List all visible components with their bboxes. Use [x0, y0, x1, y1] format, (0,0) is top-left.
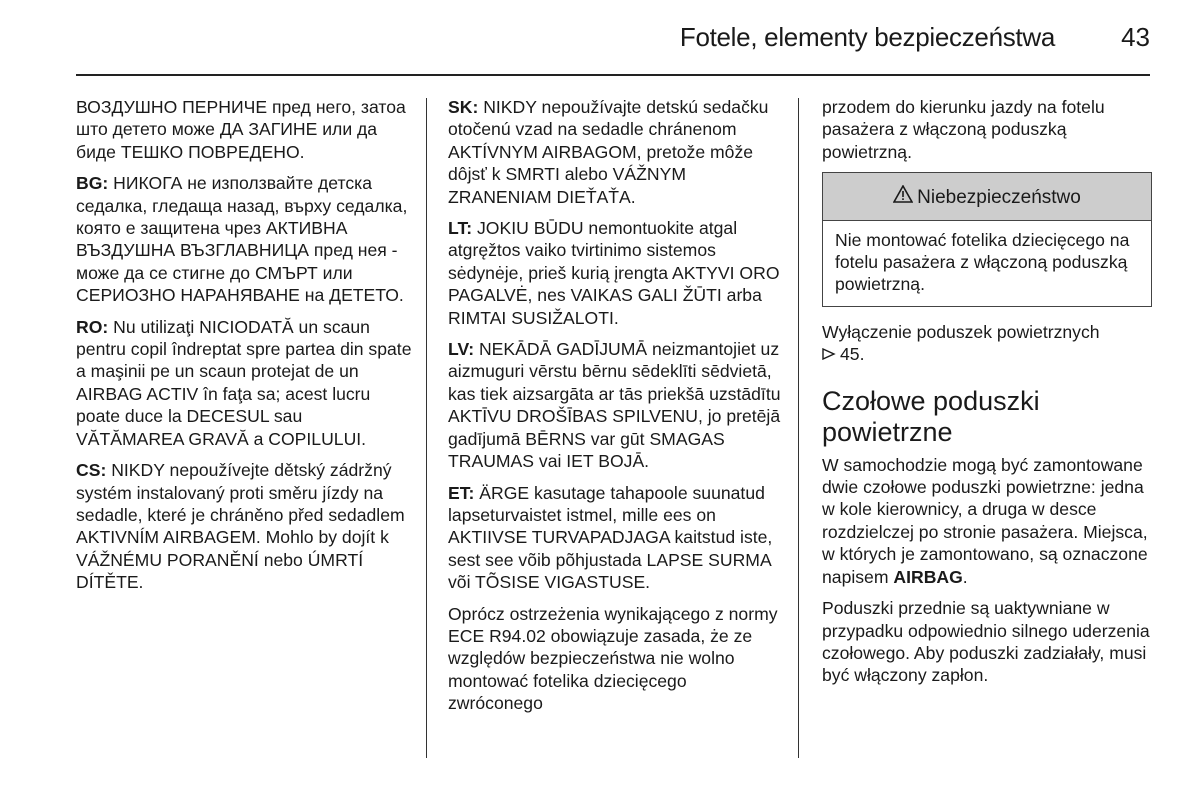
column-3 — [822, 96, 1152, 696]
paragraph-pl-continued: przodem do kierunku jazdy na fotelu pasażera z włączoną poduszką powietrzną. — [822, 97, 1105, 162]
paragraph-lv — [448, 338, 784, 472]
column-2 — [448, 96, 784, 724]
lang-label-lv: LV: — [448, 339, 475, 360]
paragraph-airbags — [822, 454, 1152, 588]
reference-text: Wyłączenie poduszek powietrznych — [822, 321, 1100, 342]
text-bg: НИКОГА не използвайте детска седалка, гледаща назад, върху седалка, която е защитена чрез АКТИВНА ВЪЗДУШНА ВЪЗГЛАВНИЦА пред нея - може да се стигне до СМЪРТ или СЕРИОЗНО НАРАНЯВАНЕ на ДЕТЕТО. — [76, 173, 408, 306]
lang-label-bg: BG: — [76, 173, 109, 194]
paragraph-cs — [76, 459, 412, 593]
page-title: Fotele, elementy bezpieczeństwa — [679, 22, 1055, 52]
paragraph-pl-norm: Oprócz ostrzeżenia wynikającego z normy ECE R94.02 obowiązuje zasada, że ze względów bezpieczeństwa nie wolno montować fotelika dziecięcego zwróconego — [448, 603, 778, 714]
paragraph-sk — [448, 96, 784, 208]
text-lt: JOKIU BŪDU nemontuokite atgal atgręžtos vaiko tvirtinimo sistemos sėdynėje, prieš kurią įrengta AKTYVI ORO PAGALVĖ, nes VAIKAS GALI ŽŪTI arba RIMTAI SUSIŽALOTI. — [448, 218, 780, 328]
airbags-text-end: . — [962, 566, 968, 587]
paragraph-activation: Poduszki przednie są uaktywniane w przypadku odpowiednio silnego uderzenia czołowego. Aby poduszki zadziałały, musi być włączony zapłon. — [822, 598, 1150, 686]
text-cs: NIKDY nepoužívejte dětský zádržný systém instalovaný proti směru jízdy na sedadle, které je chráněno před sedadlem AKTIVNÍM AIRBAGEM. Mohlo by dojít k VÁŽNÉMU PORANĚNÍ nebo ÚMRTÍ DÍTĚTE. — [76, 460, 405, 593]
section-heading: Czołowe poduszki powietrzne — [822, 385, 1040, 447]
airbag-label: AIRBAG — [893, 566, 963, 587]
warning-header — [823, 173, 1151, 220]
paragraph-lt — [448, 217, 784, 329]
text-et: ÄRGE kasutage tahapoole suunatud lapseturvaistet istmel, mille ees on AKTIIVSE TURVAPADJAGA kaitstud iste, sest see võib põhjustada LAPSE SURMA või TÕSISE VIGASTUSE. — [448, 482, 773, 593]
paragraph-et — [448, 482, 784, 594]
page-number: 43 — [1121, 22, 1150, 52]
column-1 — [76, 96, 412, 603]
warning-body: Nie montować fotelika dziecięcego na fotelu pasażera z włączoną poduszką powietrzną. — [835, 229, 1130, 295]
lang-label-sk: SK: — [448, 97, 479, 117]
header-divider — [76, 74, 1150, 76]
danger-warning-box — [822, 172, 1152, 307]
lang-label-cs: CS: — [76, 460, 107, 481]
cross-reference — [822, 321, 1152, 366]
arrow-reference-icon — [822, 343, 836, 365]
lang-label-lt: LT: — [448, 218, 473, 239]
warning-triangle-icon — [893, 185, 913, 209]
text-ro: Nu utilizaţi NICIODATĂ un scaun pentru copil îndreptat spre partea din spate a maşinii pe un scaun protejat de un AIRBAG ACTIV în faţa sa; acest lucru poate duce la DECESUL sau VĂTĂMAREA GRAVĂ a COPILULUI. — [76, 316, 412, 449]
text-lv: NEKĀDĀ GADĪJUMĀ neizmantojiet uz aizmuguri vērstu bērnu sēdeklīti sēdvietā, kas tiek aizsargāta ar tās priekšā uzstādītu AKTĪVU DROŠĪBAS SPILVENU, jo pretējā gadījumā BĒRNS var gūt SMAGAS TRAUMAS vai IET BOJĀ. — [448, 339, 781, 472]
paragraph-ro — [76, 316, 412, 450]
column-divider-1 — [426, 98, 427, 758]
airbags-text: W samochodzie mogą być zamontowane dwie czołowe poduszki powietrzne: jedna w kole kierownicy, a druga w desce rozdzielczej po stronie pasażera. Miejsca, w których je zamontowano, są oznaczone napisem — [822, 454, 1148, 587]
paragraph-mk-continued: ВОЗДУШНО ПЕРНИЧЕ пред него, затоа што детето може ДА ЗАГИНЕ или да биде ТЕШКО ПОВРЕДЕНО. — [76, 97, 406, 162]
reference-page[interactable]: 45. — [840, 344, 865, 365]
lang-label-et: ET: — [448, 482, 475, 503]
column-divider-2 — [798, 98, 799, 758]
warning-title: Niebezpieczeństwo — [917, 187, 1081, 209]
lang-label-ro: RO: — [76, 316, 109, 337]
text-sk: NIKDY nepoužívajte detskú sedačku otočenú vzad na sedadle chránenom AKTÍVNYM AIRBAGOM, pretože môže dôjsť k SMRTI alebo VÁŽNYM ZRANENIAM DIEŤAŤA. — [448, 97, 769, 207]
paragraph-bg — [76, 172, 412, 306]
